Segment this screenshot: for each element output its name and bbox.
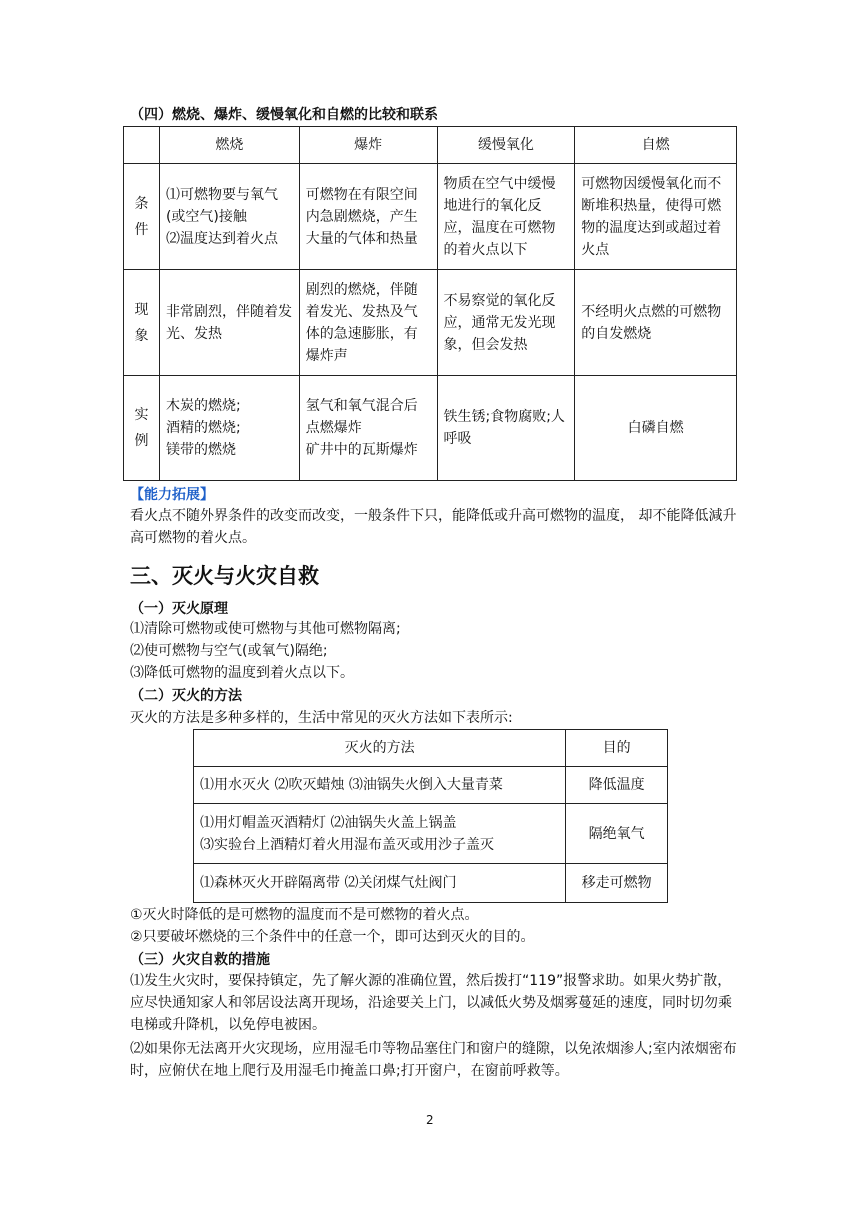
ability-text: 看火点不随外界条件的改变而改变，一般条件下只，能降低或升高可燃物的温度， 却不能降低減升高可燃物的着火点。 [130,508,737,546]
rescue-heading: （三）火灾自救的措施 [130,952,270,968]
row-label-examples: 实例 [124,376,160,481]
principle-heading: （一）灭火原理 [130,601,228,617]
method-cell-2: ⑴用灯帽盖灭酒精灯 ⑵油锅失火盖上锅盖 ⑶实验台上酒精灯着火用湿布盖灭或用沙子盖灭 [194,804,566,864]
row-label-phenomena: 现象 [124,270,160,376]
methods-heading: （二）灭火的方法 [130,688,242,704]
method-cell-1: ⑴用水灭火 ⑵吹灭蜡烛 ⑶油锅失火倒入大量青菜 [194,767,566,804]
cell-examples-combustion: 木炭的燃烧; 酒精的燃烧; 镁带的燃烧 [159,376,299,481]
header-purpose: 目的 [566,730,668,767]
cell-conditions-slow-oxidation: 物质在空气中缓慢地进行的氧化反应，温度在可燃物的着火点以下 [437,164,575,270]
purpose-cell-1: 降低温度 [566,767,668,804]
methods-table [193,729,668,903]
page-number: 2 [426,1113,434,1127]
cell-examples-slow-oxidation: 铁生锈;食物腐败;人呼吸 [437,376,575,481]
principle-item-3: ⑶降低可燃物的温度到着火点以下。 [130,665,354,681]
cell-examples-spontaneous: 白磷自燃 [575,376,737,481]
cell-conditions-combustion: ⑴可燃物要与氧气(或空气)接触 ⑵温度达到着火点 [159,164,299,270]
rescue-paragraph-1: ⑴发生火灾时，要保持镇定，先了解火源的准确位置，然后拨打“119”报警求助。如果火势扩散，应尽快通知家人和邻居设法离开现场，沿途要关上门，以减低火势及烟雾蔓延的速度，同时切勿乘电梯或升降机，以免停电被困。 [130,973,732,1033]
section3-title: 三、灭火与火灾自救 [130,564,319,588]
table-row [194,804,668,864]
principle-item-1: ⑴清除可燃物或使可燃物与其他可燃物隔离; [130,621,401,637]
row-label-conditions: 条件 [124,164,160,270]
methods-intro: 灭火的方法是多种多样的，生活中常见的灭火方法如下表所示: [130,710,513,726]
header-empty [124,127,160,164]
methods-note-2: ②只要破坏燃烧的三个条件中的任意一个，即可达到灭火的目的。 [130,929,535,945]
header-explosion: 爆炸 [299,127,437,164]
method-cell-3: ⑴森林灭火开辟隔离带 ⑵关闭煤气灶阀门 [194,864,566,903]
cell-examples-explosion: 氢气和氧气混合后点燃爆炸 矿井中的瓦斯爆炸 [299,376,437,481]
cell-conditions-explosion: 可燃物在有限空间内急剧燃烧，产生大量的气体和热量 [299,164,437,270]
table-row-phenomena [124,270,737,376]
rescue-paragraph-2: ⑵如果你无法离开火灾现场，应用湿毛巾等物品塞住门和窗户的缝隙，以免浓烟渗人;室内浓烟密布时，应俯伏在地上爬行及用湿毛巾掩盖口鼻;打开窗户，在窗前呼救等。 [130,1041,737,1079]
cell-conditions-spontaneous: 可燃物因缓慢氧化而不断堆积热量，使得可燃物的温度达到或超过着火点 [575,164,737,270]
principle-item-2: ⑵使可燃物与空气(或氧气)隔绝; [130,643,328,659]
cell-phenomena-slow-oxidation: 不易察觉的氧化反应，通常无发光现象，但会发热 [437,270,575,376]
section4-heading: （四）燃烧、爆炸、缓慢氧化和自燃的比较和联系 [130,107,438,123]
cell-phenomena-combustion: 非常剧烈，伴随着发光、发热 [159,270,299,376]
comparison-header-row [124,127,737,164]
cell-phenomena-explosion: 剧烈的燃烧，伴随着发光、发热及气体的急速膨胀，有爆炸声 [299,270,437,376]
purpose-cell-2: 隔绝氧气 [566,804,668,864]
table-row-examples [124,376,737,481]
table-row [194,864,668,903]
purpose-cell-3: 移走可燃物 [566,864,668,903]
header-slow-oxidation: 缓慢氧化 [437,127,575,164]
methods-note-1: ①灭火时降低的是可燃物的温度而不是可燃物的着火点。 [130,907,479,923]
header-method: 灭火的方法 [194,730,566,767]
comparison-table [123,126,737,481]
cell-phenomena-spontaneous: 不经明火点燃的可燃物的自发燃烧 [575,270,737,376]
ability-label: 【能力拓展】 [130,487,214,503]
table-row [194,767,668,804]
table-row-conditions [124,164,737,270]
header-combustion: 燃烧 [159,127,299,164]
methods-header-row [194,730,668,767]
header-spontaneous: 自燃 [575,127,737,164]
